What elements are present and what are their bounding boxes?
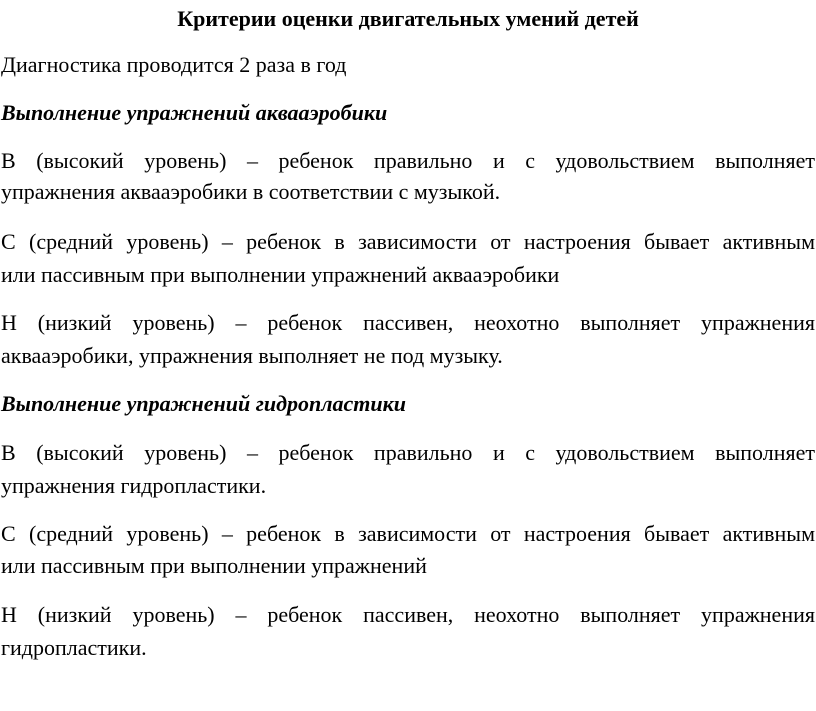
hydroplastics-high-level-line1: В (высокий уровень) – ребенок правильно и с удовольствием выполняет [1, 440, 815, 465]
hydroplastics-high-level-line2: упражнения гидропластики. [1, 473, 267, 498]
hydroplastics-low-level-line1: Н (низкий уровень) – ребенок пассивен, неохотно выполняет упражнения [1, 602, 815, 627]
intro-text: Диагностика проводится 2 раза в год [1, 52, 347, 77]
hydroplastics-medium-level-line1: С (средний уровень) – ребенок в зависимости от настроения бывает активным [1, 521, 815, 546]
aquaaerobics-low-level-line2: аквааэробики, упражнения выполняет не под музыку. [1, 343, 503, 368]
section-heading-hydroplastics: Выполнение упражнений гидропластики [1, 391, 407, 416]
section-heading-aquaaerobics: Выполнение упражнений аквааэробики [1, 100, 388, 125]
hydroplastics-low-level-line2: гидропластики. [1, 635, 147, 660]
document-title: Критерии оценки двигательных умений детей [177, 6, 639, 31]
aquaaerobics-low-level-line1: Н (низкий уровень) – ребенок пассивен, неохотно выполняет упражнения [1, 310, 815, 335]
hydroplastics-medium-level-line2: или пассивным при выполнении упражнений [1, 553, 427, 578]
aquaaerobics-high-level-line1: В (высокий уровень) – ребенок правильно и с удовольствием выполняет [1, 148, 815, 173]
aquaaerobics-medium-level-line2: или пассивным при выполнении упражнений аквааэробики [1, 262, 560, 287]
aquaaerobics-medium-level-line1: С (средний уровень) – ребенок в зависимости от настроения бывает активным [1, 229, 815, 254]
aquaaerobics-high-level-line2: упражнения аквааэробики в соответствии с музыкой. [1, 179, 501, 204]
